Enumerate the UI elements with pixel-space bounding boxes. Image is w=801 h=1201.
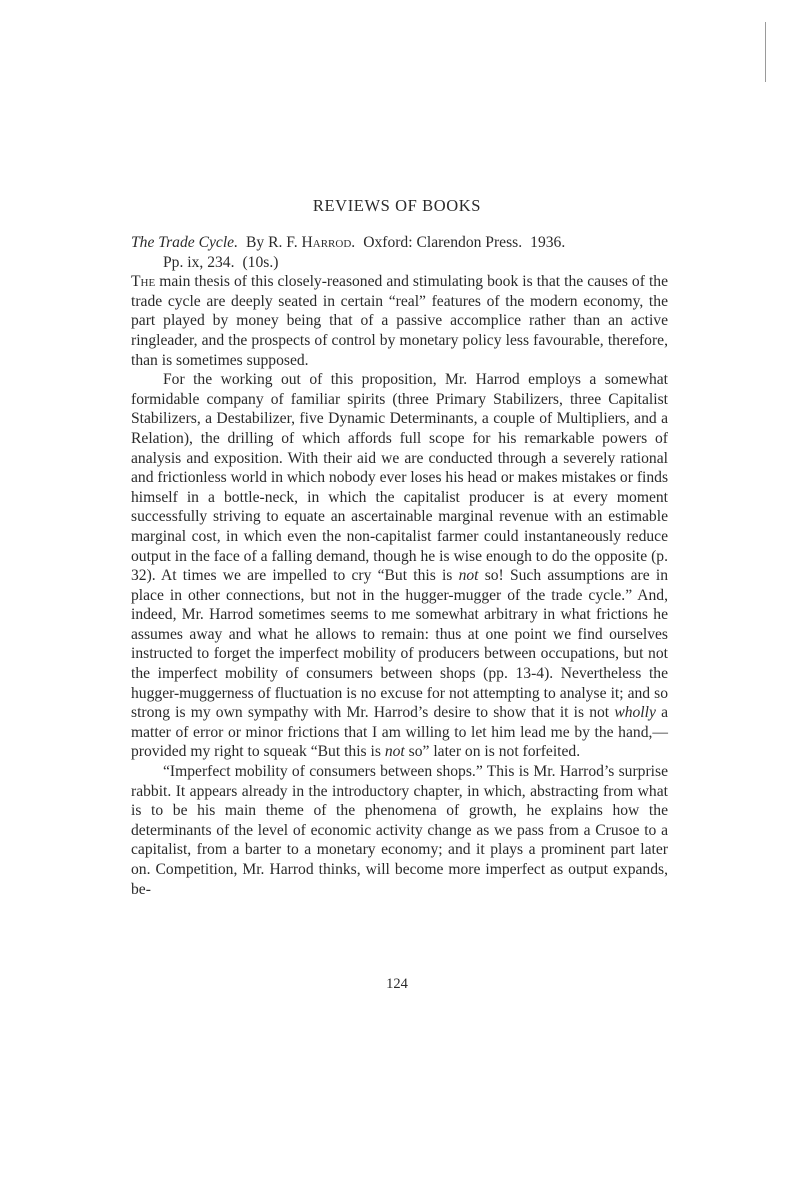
page-edge-line (765, 22, 766, 82)
emphasis-not-2: not (384, 743, 405, 761)
book-title: The Trade Cycle. (131, 234, 238, 251)
page-count: Pp. ix, 234. (163, 253, 235, 271)
paragraph-3: “Imperfect mobility of consumers between shops.” This is Mr. Harrod’s surprise rabbit. It appears already in the introductory chapter, in which, abstracting from what is to be his main theme of the phenomena of growth, he explains how the determinants of the level of economic activity change as we pass from a Crusoe to a capitalist, from a barter to a monetary economy; and it plays a prominent part later on. Competition, Mr. Harrod thinks, will become more imperfect as output expands, be- (131, 763, 668, 898)
section-title: REVIEWS OF BOOKS (312, 196, 482, 215)
paragraph-2-part-c: a matter of error or minor frictions that I am willing to let him lead me by the hand,—provided my right to squeak “But this is (131, 704, 668, 761)
citation-by: By R. F. (245, 234, 298, 251)
price: (10s.) (242, 253, 279, 271)
paragraph-2-part-a: For the working out of this proposition, Mr. Harrod employs a somewhat formidable company of familiar spirits (three Primary Stabilizers, three Capitalist Stabilizers, a Destabilizer, five Dynamic Determinants, a couple of Multipliers, and a Relation), the drilling of which affords full scope for his remarkable powers of analysis and exposition. With their aid we are conducted through a severely rational and frictionless world in which nobody ever loses his head or makes mistakes or finds himself in a bottle-neck, in which the capitalist producer is at every moment successfully striving to equate an ascertainable marginal revenue with an estimable marginal cost, in which even the non-capitalist farmer could instantaneously reduce output in the face of a falling demand, though he is wise enough to do the opposite (p. 32). At times we are impelled to cry “But this is (131, 371, 669, 585)
review-body (131, 233, 668, 899)
publication-year: 1936. (530, 234, 566, 251)
book-citation (131, 233, 668, 272)
author-name: Harrod. (301, 234, 356, 251)
paragraph-1 (131, 272, 668, 370)
emphasis-not: not (458, 567, 479, 585)
paragraph-2-part-b: so! Such assumptions are in place in other connections, but not in the hugger-mugger of the trade cycle.” And, indeed, Mr. Harrod sometimes seems to me somewhat arbitrary in what frictions he assumes away and what he allows to remain: thus at one point we find ourselves instructed to forget the imperfect mobility of producers between occupations, but not the imperfect mobility of consumers between shops (pp. 13-4). Nevertheless the hugger-muggerness of fluctuation is no excuse for not attempting to analyse it; and so strong is my own sympathy with Mr. Harrod’s desire to show that it is not (131, 567, 668, 722)
publisher: Oxford: Clarendon Press. (363, 234, 523, 251)
paragraph-1-text: main thesis of this closely-reasoned and stimulating book is that the causes of the trade cycle are deeply seated in certain “real” features of the modern economy, the part played by money being that of a passive accomplice rather than an active ringleader, and the prospects of control by monetary policy less favourable, therefore, than is sometimes supposed. (131, 273, 668, 369)
page-number: 124 (386, 976, 408, 992)
paragraph-1-lead: The (131, 273, 156, 291)
paragraph-2-part-d: so” later on is not forfeited. (404, 743, 581, 761)
emphasis-wholly: wholly (614, 704, 656, 722)
paragraph-2 (131, 370, 668, 762)
